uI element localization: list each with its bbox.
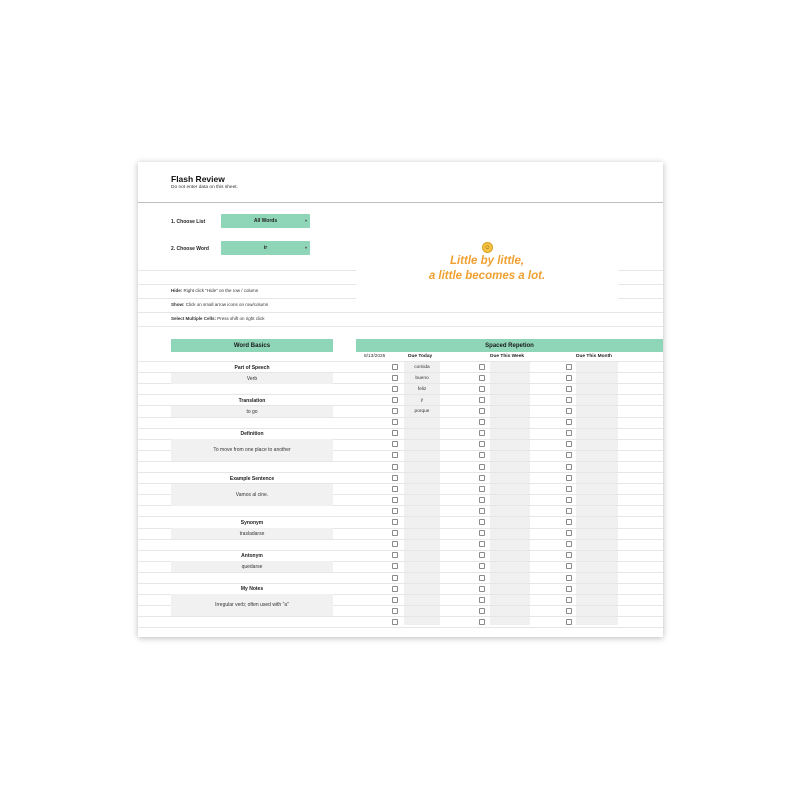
col-due-today: Due Today	[408, 354, 433, 359]
grid-line	[138, 616, 663, 617]
translation-value: to go	[171, 406, 333, 417]
help-select-multiple: Select Multiple Cells: Press shift on right click	[171, 316, 265, 321]
due-today-checkbox[interactable]	[392, 430, 398, 436]
synonym-label: Synonym	[240, 520, 264, 526]
due-this-month-column	[576, 361, 618, 625]
due-today-word: porque	[414, 409, 430, 414]
col-due-this-week: Due This Week	[490, 354, 525, 359]
choose-list-dropdown[interactable]	[221, 214, 310, 228]
due-today-checkbox[interactable]	[392, 408, 398, 414]
my-notes-value: Irregular verb; often used with "a"	[171, 594, 333, 616]
due-today-word: y	[420, 398, 424, 403]
col-due-this-month: Due This Month	[576, 354, 612, 359]
due-today-checkbox[interactable]	[392, 486, 398, 492]
motivational-quote	[356, 234, 618, 306]
due-this-month-checkbox[interactable]	[566, 552, 572, 558]
due-this-month-checkbox[interactable]	[566, 608, 572, 614]
dropdown-arrow-icon: ▾	[304, 218, 307, 223]
example-sentence-label: Example Sentence	[229, 476, 275, 482]
due-today-word: feliz	[417, 387, 427, 392]
part-of-speech-label: Part of Speech	[234, 365, 270, 371]
choose-word-label: 2. Choose Word	[171, 246, 209, 252]
due-today-checkbox[interactable]	[392, 497, 398, 503]
due-this-week-checkbox[interactable]	[479, 586, 485, 592]
due-this-month-checkbox[interactable]	[566, 464, 572, 470]
due-this-month-checkbox[interactable]	[566, 486, 572, 492]
due-this-month-checkbox[interactable]	[566, 375, 572, 381]
due-this-week-checkbox[interactable]	[479, 364, 485, 370]
grid-line	[138, 428, 663, 429]
due-this-week-checkbox[interactable]	[479, 486, 485, 492]
due-this-month-checkbox[interactable]	[566, 563, 572, 569]
grid-line	[138, 627, 663, 628]
due-this-week-checkbox[interactable]	[479, 619, 485, 625]
grid-line	[138, 583, 663, 584]
due-this-week-checkbox[interactable]	[479, 397, 485, 403]
due-this-month-checkbox[interactable]	[566, 586, 572, 592]
due-this-month-checkbox[interactable]	[566, 508, 572, 514]
sheet-title: Flash Review	[171, 174, 225, 184]
due-this-week-checkbox[interactable]	[479, 430, 485, 436]
due-today-checkbox[interactable]	[392, 586, 398, 592]
due-this-week-checkbox[interactable]	[479, 464, 485, 470]
choose-word-dropdown[interactable]	[221, 241, 310, 255]
due-today-checkbox[interactable]	[392, 441, 398, 447]
due-this-week-checkbox[interactable]	[479, 408, 485, 414]
due-this-month-checkbox[interactable]	[566, 575, 572, 581]
due-this-week-checkbox[interactable]	[479, 608, 485, 614]
due-this-week-column	[490, 361, 530, 625]
grid-line	[138, 326, 663, 327]
due-this-week-checkbox[interactable]	[479, 375, 485, 381]
my-notes-label: My Notes	[240, 586, 264, 592]
due-this-week-checkbox[interactable]	[479, 530, 485, 536]
spaced-repetition-header: Spaced Repetion	[356, 339, 663, 352]
due-this-week-checkbox[interactable]	[479, 519, 485, 525]
choose-word-value: ir	[263, 245, 268, 251]
definition-label: Definition	[240, 431, 264, 437]
due-today-checkbox[interactable]	[392, 464, 398, 470]
quote-line-2: a little becomes a lot.	[428, 270, 546, 282]
due-this-week-checkbox[interactable]	[479, 563, 485, 569]
due-today-checkbox[interactable]	[392, 397, 398, 403]
due-this-week-checkbox[interactable]	[479, 508, 485, 514]
antonym-label: Antonym	[241, 553, 263, 559]
due-this-month-checkbox[interactable]	[566, 408, 572, 414]
grid-line	[138, 461, 663, 462]
example-sentence-value: Vamos al cine.	[171, 484, 333, 506]
due-this-week-checkbox[interactable]	[479, 441, 485, 447]
due-today-checkbox[interactable]	[392, 475, 398, 481]
due-today-checkbox[interactable]	[392, 575, 398, 581]
due-today-checkbox[interactable]	[392, 386, 398, 392]
flash-review-sheet	[138, 162, 663, 637]
due-today-checkbox[interactable]	[392, 452, 398, 458]
due-this-month-checkbox[interactable]	[566, 419, 572, 425]
due-today-checkbox[interactable]	[392, 597, 398, 603]
help-hide: Hide: Right click "Hide" on the row / column	[171, 288, 259, 293]
header-divider	[138, 202, 663, 203]
due-this-month-checkbox[interactable]	[566, 475, 572, 481]
due-this-month-checkbox[interactable]	[566, 619, 572, 625]
due-this-week-checkbox[interactable]	[479, 552, 485, 558]
smiley-icon: ☺	[482, 242, 493, 253]
due-this-month-checkbox[interactable]	[566, 441, 572, 447]
grid-line	[138, 312, 663, 313]
due-today-checkbox[interactable]	[392, 619, 398, 625]
due-this-week-checkbox[interactable]	[479, 597, 485, 603]
translation-label: Translation	[238, 398, 266, 404]
due-today-checkbox[interactable]	[392, 552, 398, 558]
due-this-week-checkbox[interactable]	[479, 575, 485, 581]
sheet-subtitle: Do not enter data on this sheet.	[171, 185, 238, 190]
part-of-speech-value: Verb	[171, 373, 333, 384]
quote-line-1: Little by little,	[449, 255, 525, 267]
dropdown-arrow-icon: ▾	[304, 245, 307, 250]
due-this-month-checkbox[interactable]	[566, 497, 572, 503]
due-this-month-checkbox[interactable]	[566, 364, 572, 370]
due-this-month-checkbox[interactable]	[566, 597, 572, 603]
grid-line	[138, 472, 663, 473]
due-today-checkbox[interactable]	[392, 375, 398, 381]
choose-list-value: All Words	[253, 218, 278, 224]
due-this-week-checkbox[interactable]	[479, 452, 485, 458]
review-date: 8/13/2025	[364, 354, 386, 359]
due-today-checkbox[interactable]	[392, 608, 398, 614]
due-today-checkbox[interactable]	[392, 519, 398, 525]
due-this-month-checkbox[interactable]	[566, 430, 572, 436]
grid-line	[138, 516, 663, 517]
due-today-checkbox[interactable]	[392, 419, 398, 425]
choose-list-label: 1. Choose List	[171, 219, 206, 225]
grid-line	[138, 394, 663, 395]
antonym-value: quedarse	[171, 561, 333, 572]
due-this-month-checkbox[interactable]	[566, 397, 572, 403]
due-today-checkbox[interactable]	[392, 508, 398, 514]
due-today-checkbox[interactable]	[392, 541, 398, 547]
due-this-month-checkbox[interactable]	[566, 541, 572, 547]
grid-line	[138, 572, 663, 573]
due-this-month-checkbox[interactable]	[566, 530, 572, 536]
due-today-word: comida	[414, 365, 430, 370]
due-today-checkbox[interactable]	[392, 530, 398, 536]
due-this-month-checkbox[interactable]	[566, 452, 572, 458]
word-basics-header: Word Basics	[171, 339, 333, 352]
definition-value: To move from one place to another	[171, 439, 333, 461]
due-this-week-checkbox[interactable]	[479, 497, 485, 503]
due-this-week-checkbox[interactable]	[479, 475, 485, 481]
due-this-month-checkbox[interactable]	[566, 386, 572, 392]
synonym-value: trasladarse	[171, 528, 333, 539]
due-this-week-checkbox[interactable]	[479, 419, 485, 425]
due-this-week-checkbox[interactable]	[479, 386, 485, 392]
due-today-checkbox[interactable]	[392, 364, 398, 370]
due-today-word: bueno	[415, 376, 429, 381]
due-today-checkbox[interactable]	[392, 563, 398, 569]
help-show: Show: Click on small arrow icons on row/column	[171, 302, 269, 307]
due-this-month-checkbox[interactable]	[566, 519, 572, 525]
grid-line	[138, 361, 663, 362]
due-this-week-checkbox[interactable]	[479, 541, 485, 547]
grid-line	[138, 550, 663, 551]
